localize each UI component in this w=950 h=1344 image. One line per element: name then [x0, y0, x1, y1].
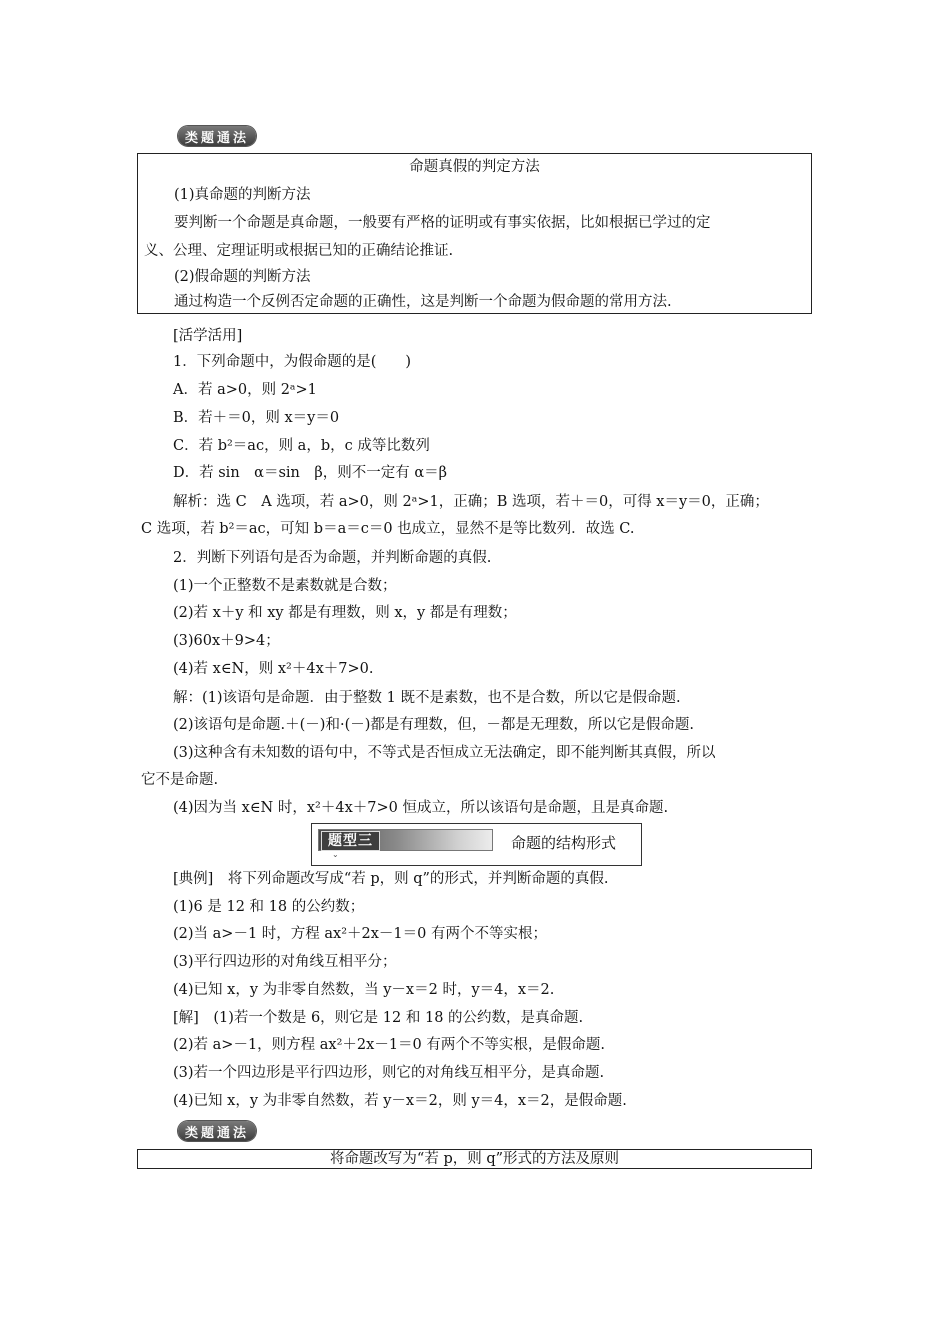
- question-2-solution-3b: 它不是命题.: [141, 772, 219, 788]
- question-1-option-a: A．若 a>0，则 2ᵃ>1: [173, 382, 317, 398]
- method-badge-top: [178, 126, 256, 146]
- method-box-judgment: [137, 153, 812, 314]
- method-box-heading-false: (2)假命题的判断方法: [174, 269, 311, 285]
- question-2-solution-2: (2)该语句是命题.＋(－)和·(－)都是有理数，但，－都是无理数，所以它是假命题.: [173, 717, 694, 733]
- question-2-item-2: (2)若 x＋y 和 xy 都是有理数，则 x，y 都是有理数；: [173, 605, 517, 621]
- question-1-option-d: D．若 sin α＝sin β，则不一定有 α＝β: [173, 465, 448, 481]
- method-badge-bottom: [178, 1121, 256, 1141]
- example-answer-3: (3)若一个四边形是平行四边形，则它的对角线互相平分，是真命题.: [173, 1065, 605, 1081]
- question-2-solution-1: 解：(1)该语句是命题．由于整数 1 既不是素数，也不是合数，所以它是假命题.: [173, 690, 681, 706]
- question-2-item-3: (3)60x＋9>4；: [173, 633, 280, 649]
- method-box-text-true-2: 义、公理、定理证明或根据已知的正确结论推证.: [144, 243, 454, 259]
- question-2-solution-4: (4)因为当 x∈N 时，x²＋4x＋7>0 恒成立，所以该语句是命题，且是真命题.: [173, 800, 669, 816]
- question-type-tab: [318, 829, 493, 851]
- method-box-rewrite: [137, 1149, 812, 1169]
- question-2-item-1: (1)一个正整数不是素数就是合数；: [173, 578, 397, 594]
- example-item-3: (3)平行四边形的对角线互相平分；: [173, 954, 397, 970]
- question-type-label: 题型三: [321, 831, 380, 851]
- question-2-solution-3a: (3)这种含有未知数的语句中，不等式是否恒成立无法确定，即不能判断其真假，所以: [173, 745, 716, 761]
- example-answer-2: (2)若 a>－1，则方程 ax²＋2x－1＝0 有两个不等实根，是假命题.: [173, 1037, 605, 1053]
- question-1: 1．下列命题中，为假命题的是( ): [173, 354, 412, 370]
- method-box-title: 命题真假的判定方法: [409, 159, 540, 175]
- method-box-text-false: 通过构造一个反例否定命题的正确性，这是判断一个命题为假命题的常用方法.: [174, 294, 672, 310]
- method-badge-bottom-label: 类题通法: [184, 1125, 249, 1141]
- question-type-title: 命题的结构形式: [511, 834, 617, 852]
- example-item-2: (2)当 a>－1 时，方程 ax²＋2x－1＝0 有两个不等实根；: [173, 926, 547, 942]
- chevron-down-icon: ⌄: [332, 850, 339, 859]
- example-item-4: (4)已知 x，y 为非零自然数，当 y－x＝2 时，y＝4，x＝2.: [173, 982, 555, 998]
- example-answer-1: [解] (1)若一个数是 6，则它是 12 和 18 的公约数，是真命题.: [173, 1010, 584, 1026]
- example-answer-4: (4)已知 x，y 为非零自然数，若 y－x＝2，则 y＝4，x＝2，是假命题.: [173, 1093, 627, 1109]
- question-1-option-b: B．若＋＝0，则 x＝y＝0: [173, 410, 340, 426]
- method-box-rewrite-title: 将命题改写为“若 p，则 q”形式的方法及原则: [329, 1151, 620, 1167]
- question-2: 2．判断下列语句是否为命题，并判断命题的真假.: [173, 550, 492, 566]
- example-intro: [典例] 将下列命题改写成“若 p，则 q”的形式，并判断命题的真假.: [173, 871, 609, 887]
- question-1-solution-1: 解析：选 C A 选项，若 a>0，则 2ᵃ>1，正确；B 选项，若＋＝0，可得 x＝y＝0，正确；: [173, 494, 769, 510]
- method-box-text-true-1: 要判断一个命题是真命题，一般要有严格的证明或有事实依据，比如根据已学过的定: [174, 215, 711, 231]
- example-item-1: (1)6 是 12 和 18 的公约数；: [173, 899, 365, 915]
- question-2-item-4: (4)若 x∈N，则 x²＋4x＋7>0.: [173, 661, 374, 677]
- question-type-banner: [311, 823, 642, 866]
- practice-header: [活学活用]: [173, 328, 243, 344]
- question-1-solution-2: C 选项，若 b²＝ac，可知 b＝a＝c＝0 也成立，显然不是等比数列．故选 C.: [141, 521, 635, 537]
- method-badge-top-label: 类题通法: [184, 130, 249, 146]
- method-box-heading-true: (1)真命题的判断方法: [174, 187, 311, 203]
- question-1-option-c: C．若 b²＝ac，则 a，b，c 成等比数列: [173, 438, 430, 454]
